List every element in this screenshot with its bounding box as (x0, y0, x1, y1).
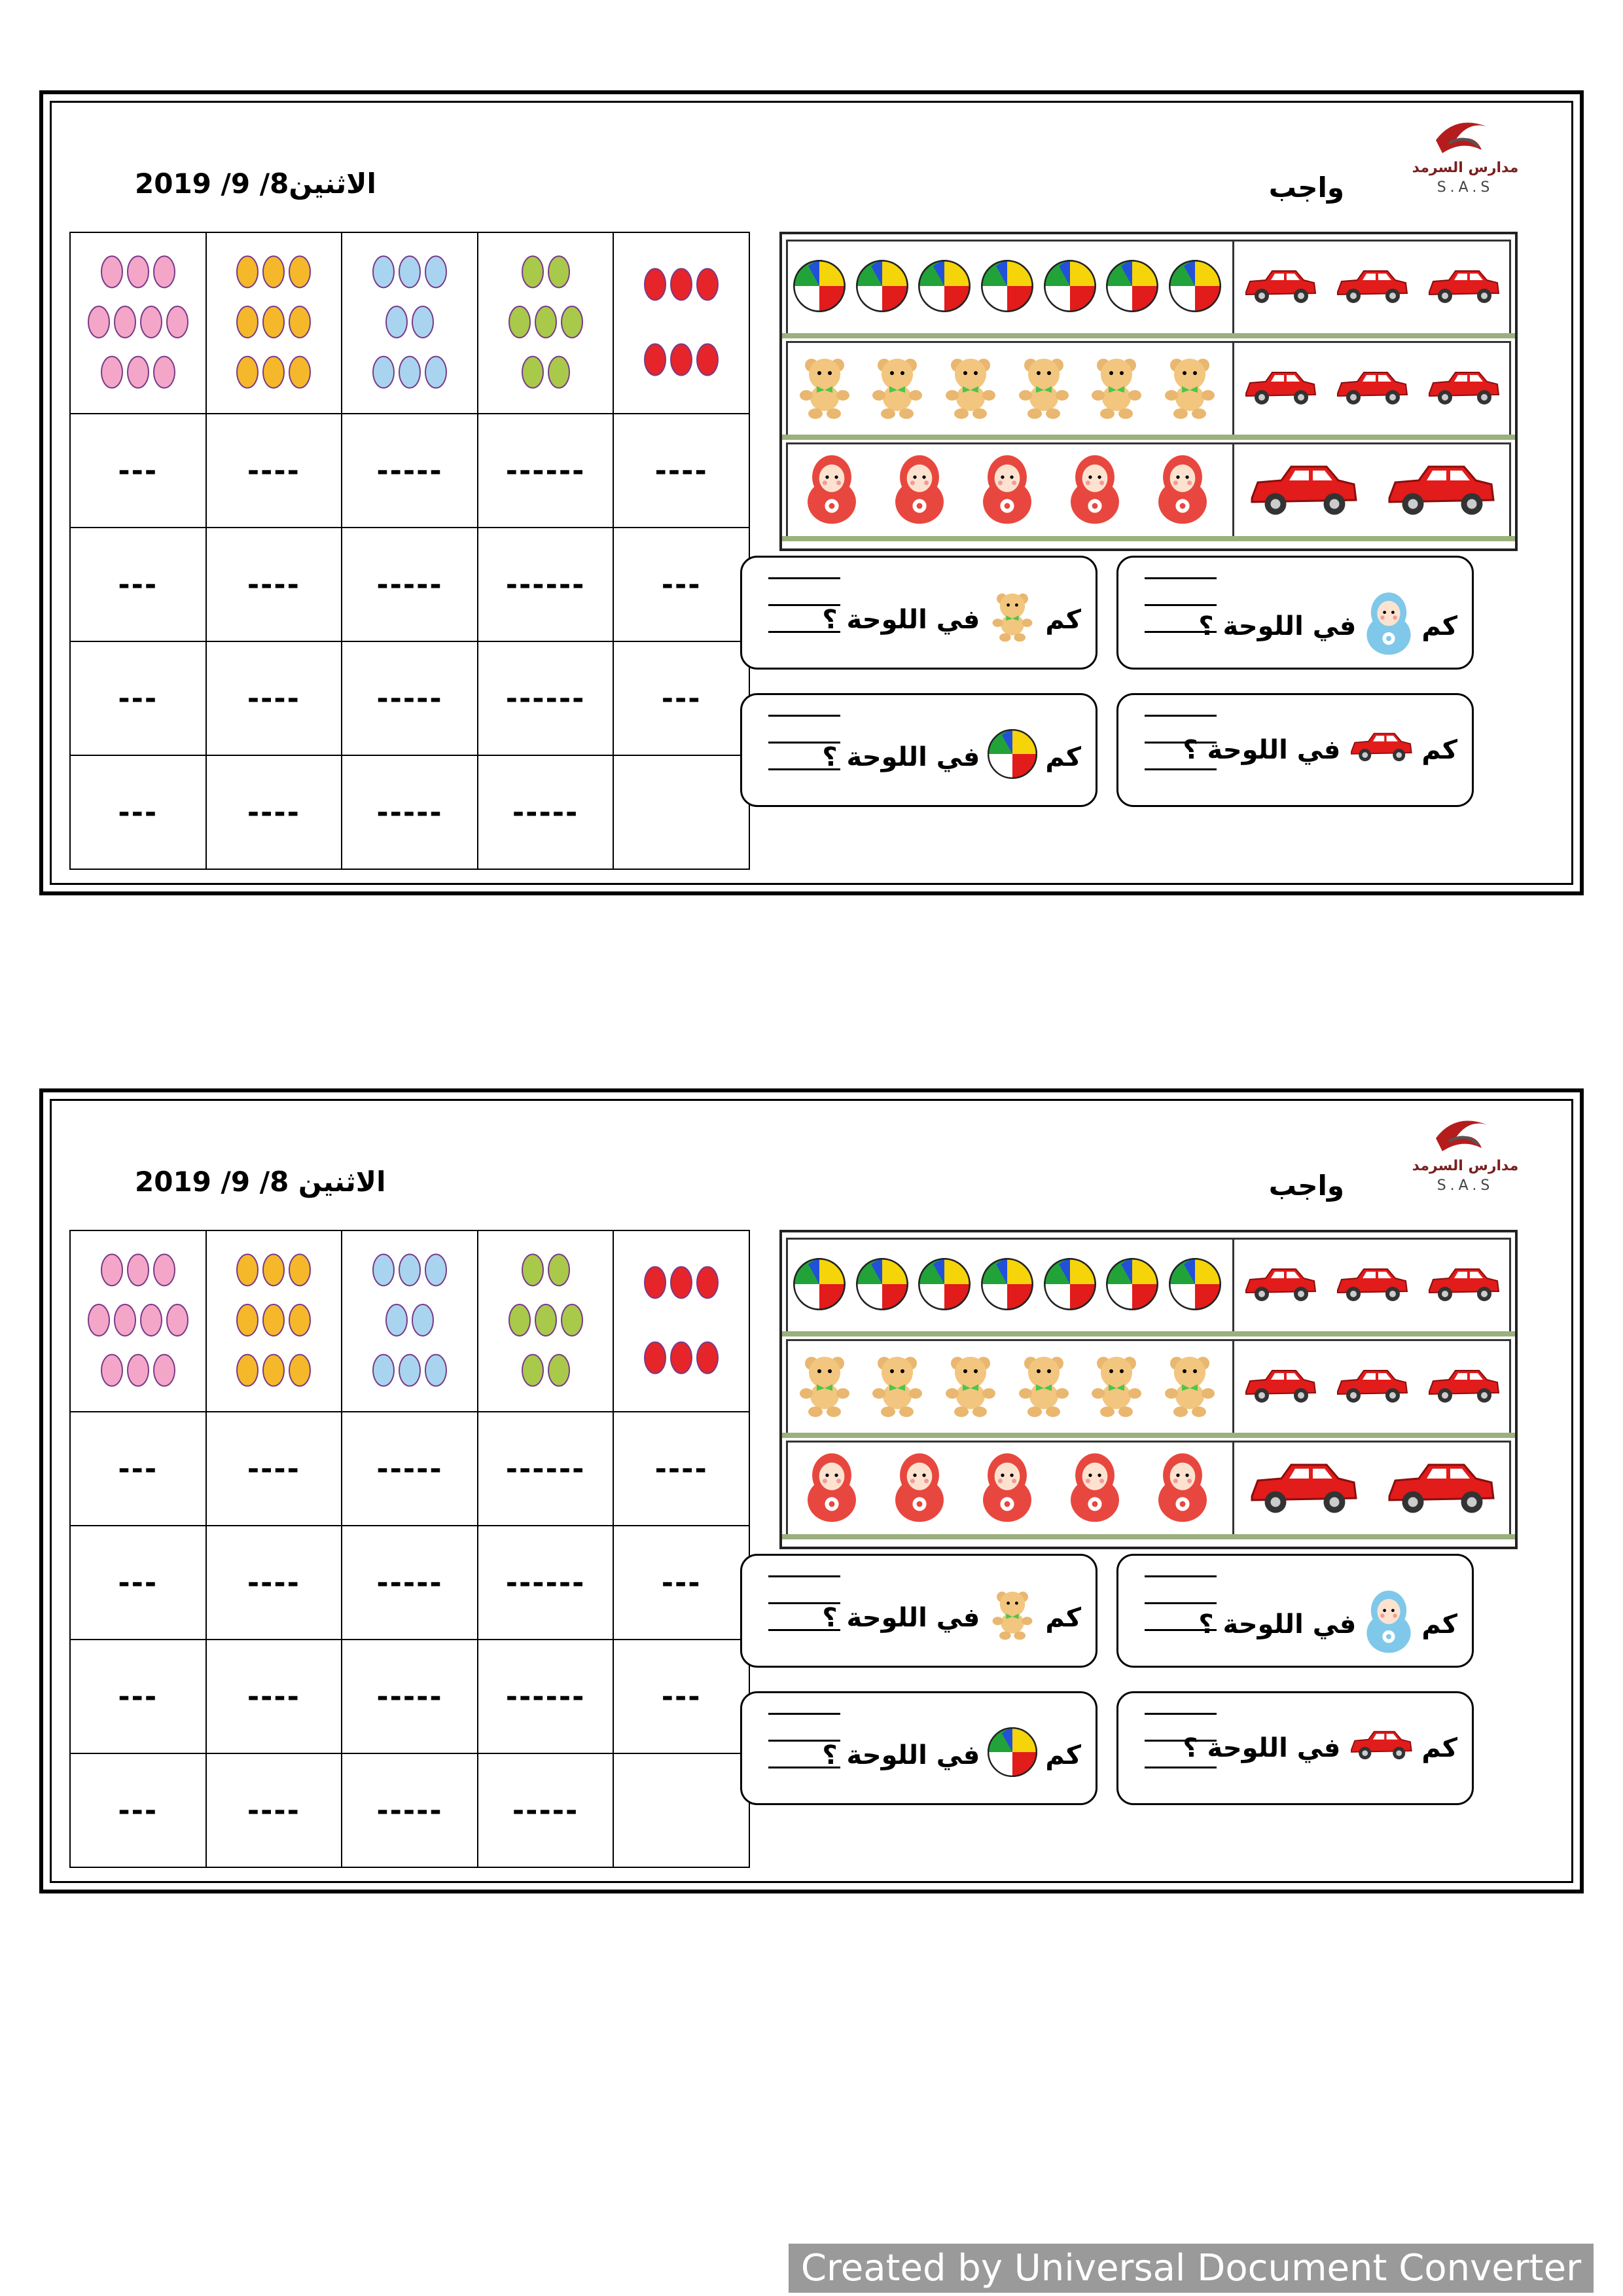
dot-group-cell (478, 232, 614, 414)
logo-emblem (1429, 114, 1495, 160)
homework-title: واجب (1268, 1170, 1344, 1202)
answer-blank[interactable]: ---- (206, 414, 342, 528)
teddy-bear-icon (792, 355, 857, 423)
answer-blank[interactable]: ---- (206, 755, 342, 869)
worksheet (39, 1088, 1584, 1893)
teddy-bear-icon (986, 590, 1039, 649)
question-box (740, 556, 1097, 670)
ball-icon (1168, 1257, 1222, 1314)
counting-dot (373, 1354, 394, 1386)
counting-dot (167, 1304, 188, 1336)
question-box (740, 693, 1097, 807)
counting-dot (645, 1342, 666, 1373)
counting-dot (425, 256, 446, 287)
teddy-bear-icon (792, 1353, 857, 1421)
car-icon (1241, 366, 1319, 412)
toy-board (779, 1230, 1518, 1549)
question-suffix: في اللوحة ؟ (1183, 734, 1341, 765)
counting-dot (141, 1304, 162, 1336)
question-box (1116, 1691, 1474, 1805)
question-prefix: كم (1421, 1609, 1457, 1640)
counting-dot (386, 1304, 407, 1336)
counting-dot (671, 1266, 692, 1298)
converter-watermark: Created by Universal Document Converter (789, 2244, 1594, 2293)
dot-group-cell (342, 232, 478, 414)
answer-blank[interactable]: ------ (478, 414, 614, 528)
counting-dot (535, 1304, 556, 1336)
counting-dot (154, 1354, 175, 1386)
question-box (1116, 693, 1474, 807)
question-prefix: كم (1421, 611, 1457, 641)
answer-blank[interactable]: --- (70, 1526, 206, 1640)
car-icon (1332, 1263, 1411, 1308)
answer-blank[interactable]: ---- (613, 1412, 749, 1526)
question-prefix: كم (1045, 1603, 1081, 1633)
question-prefix: كم (1421, 734, 1457, 765)
answer-blank[interactable]: ----- (342, 1640, 478, 1753)
counting-dot (289, 256, 310, 287)
answer-blank[interactable]: ---- (613, 414, 749, 528)
answer-blank[interactable]: --- (70, 1753, 206, 1867)
counting-dot (373, 356, 394, 387)
ball-icon (1168, 259, 1222, 316)
dot-group-cell (613, 1230, 749, 1412)
counting-table (69, 232, 750, 870)
counting-dot (237, 306, 258, 338)
logo-emblem (1429, 1112, 1495, 1158)
answer-lines[interactable] (768, 1575, 840, 1656)
nesting-doll-icon (978, 453, 1036, 528)
teddy-bear-icon (1011, 355, 1077, 423)
counting-dot (425, 1354, 446, 1386)
teddy-bear-icon (938, 1353, 1003, 1421)
answer-blank[interactable]: ----- (342, 641, 478, 755)
counting-dot (399, 1254, 420, 1285)
question-prefix: كم (1045, 742, 1081, 772)
answer-row (70, 414, 749, 528)
counting-dot (154, 256, 175, 287)
counting-dot (425, 1254, 446, 1285)
nesting-doll-icon (1154, 453, 1211, 528)
answer-blank[interactable]: --- (70, 1640, 206, 1753)
answer-blank[interactable]: ---- (206, 1753, 342, 1867)
question-prefix: كم (1045, 1740, 1081, 1770)
counting-dot (671, 344, 692, 375)
ball-icon (1105, 1257, 1160, 1314)
counting-dot (697, 344, 718, 375)
counting-dot (697, 1266, 718, 1298)
answer-lines[interactable] (1145, 715, 1217, 795)
dot-group-cell (206, 232, 342, 414)
answer-row (70, 755, 749, 869)
answer-row (70, 1640, 749, 1753)
counting-dot (373, 1254, 394, 1285)
counting-dot (237, 1304, 258, 1336)
counting-dot (522, 1254, 543, 1285)
car-icon (1424, 1364, 1503, 1410)
worksheet (39, 90, 1584, 895)
question-suffix: في اللوحة ؟ (822, 1603, 980, 1633)
question-suffix: في اللوحة ؟ (1183, 1732, 1341, 1763)
answer-blank[interactable]: ------ (478, 1640, 614, 1753)
question-box (1116, 556, 1474, 670)
car-icon (1241, 1364, 1319, 1410)
teddy-bear-icon (865, 355, 930, 423)
dot-group-cell (70, 1230, 206, 1412)
counting-dot (263, 256, 284, 287)
counting-dot (548, 256, 569, 287)
counting-dot (154, 356, 175, 387)
answer-blank[interactable]: --- (70, 528, 206, 641)
answer-blank[interactable]: --- (613, 528, 749, 641)
answer-lines[interactable] (1145, 1713, 1217, 1793)
counting-dot (167, 306, 188, 338)
toy-shelf-row (786, 442, 1511, 538)
answer-blank[interactable]: ----- (342, 528, 478, 641)
car-icon (1382, 1455, 1499, 1522)
counting-dot (289, 1254, 310, 1285)
counting-dot (289, 1304, 310, 1336)
counting-dot (412, 1304, 433, 1336)
answer-lines[interactable] (1145, 1575, 1217, 1656)
counting-dot (697, 1342, 718, 1373)
answer-blank[interactable]: ---- (206, 1526, 342, 1640)
car-icon (1424, 366, 1503, 412)
toy-shelf-row (786, 1238, 1511, 1333)
answer-lines[interactable] (1145, 577, 1217, 658)
toy-shelf-row (786, 240, 1511, 335)
dot-group-cell (342, 1230, 478, 1412)
teddy-bear-icon (1084, 355, 1149, 423)
logo-latin-text: S.A.S (1436, 1177, 1494, 1194)
answer-blank[interactable]: ---- (206, 641, 342, 755)
ball-icon (1043, 1257, 1097, 1314)
counting-dot (115, 1304, 135, 1336)
teddy-bear-icon (938, 355, 1003, 423)
nesting-doll-icon (803, 1451, 861, 1526)
counting-dot (263, 1254, 284, 1285)
car-icon (1424, 264, 1503, 310)
answer-blank[interactable] (613, 755, 749, 869)
counting-dot (509, 306, 530, 338)
car-icon (1241, 264, 1319, 310)
counting-dot (535, 306, 556, 338)
counting-dot (548, 1354, 569, 1386)
answer-blank[interactable]: ----- (478, 1753, 614, 1867)
ball-icon (980, 1257, 1035, 1314)
counting-table (69, 1230, 750, 1868)
counting-dot (425, 356, 446, 387)
counting-dot (101, 1254, 122, 1285)
counting-dot (509, 1304, 530, 1336)
ball-icon (855, 259, 910, 316)
ball-icon (980, 259, 1035, 316)
answer-blank[interactable]: ----- (342, 1526, 478, 1640)
nesting-doll-icon (803, 453, 861, 528)
answer-blank[interactable]: --- (613, 641, 749, 755)
counting-dot (645, 344, 666, 375)
counting-dot (399, 256, 420, 287)
ball-icon (792, 1257, 847, 1314)
nesting-doll-icon (1363, 1588, 1415, 1660)
car-icon (1244, 457, 1362, 524)
nesting-doll-icon (1154, 1451, 1211, 1526)
car-icon (1347, 728, 1415, 772)
question-box (740, 1554, 1097, 1668)
counting-dot (399, 356, 420, 387)
answer-blank[interactable]: ---- (206, 1640, 342, 1753)
counting-dot (101, 356, 122, 387)
counting-dot (645, 268, 666, 300)
answer-lines[interactable] (768, 577, 840, 658)
question-suffix: في اللوحة ؟ (822, 742, 980, 772)
nesting-doll-icon (1066, 1451, 1124, 1526)
counting-dot (128, 1254, 149, 1285)
logo-arabic-text: مدارس السرمد (1412, 160, 1519, 176)
question-suffix: في اللوحة ؟ (822, 1740, 980, 1770)
ball-icon (1105, 259, 1160, 316)
counting-dot (263, 1304, 284, 1336)
counting-dot (289, 1354, 310, 1386)
counting-dot (386, 306, 407, 338)
answer-blank[interactable]: ------ (478, 641, 614, 755)
question-suffix: في اللوحة ؟ (1198, 1609, 1357, 1640)
counting-dot (263, 356, 284, 387)
counting-dot (522, 356, 543, 387)
answer-blank[interactable]: ------ (478, 528, 614, 641)
answer-blank[interactable]: --- (70, 755, 206, 869)
school-logo (1403, 1112, 1527, 1194)
counting-dot (289, 306, 310, 338)
car-icon (1332, 366, 1411, 412)
answer-blank[interactable]: --- (70, 641, 206, 755)
answer-blank[interactable]: ----- (342, 414, 478, 528)
counting-dot (399, 1354, 420, 1386)
counting-dot (237, 1354, 258, 1386)
counting-dot (154, 1254, 175, 1285)
answer-blank[interactable]: --- (70, 1412, 206, 1526)
question-prefix: كم (1045, 605, 1081, 635)
question-box (740, 1691, 1097, 1805)
counting-dot (522, 256, 543, 287)
counting-dot (263, 1354, 284, 1386)
answer-blank[interactable]: ---- (206, 528, 342, 641)
ball-icon (792, 259, 847, 316)
answer-row (70, 1412, 749, 1526)
toy-board (779, 232, 1518, 551)
answer-row (70, 1753, 749, 1867)
question-prefix: كم (1421, 1732, 1457, 1763)
nesting-doll-icon (1363, 590, 1415, 662)
dot-group-cell (613, 232, 749, 414)
car-icon (1347, 1726, 1415, 1770)
counting-dot (412, 306, 433, 338)
question-suffix: في اللوحة ؟ (1198, 611, 1357, 641)
answer-row (70, 1526, 749, 1640)
answer-blank[interactable]: ----- (478, 755, 614, 869)
counting-dot (237, 256, 258, 287)
nesting-doll-icon (978, 1451, 1036, 1526)
teddy-bear-icon (1084, 1353, 1149, 1421)
ball-icon (855, 1257, 910, 1314)
nesting-doll-icon (1066, 453, 1124, 528)
car-icon (1424, 1263, 1503, 1308)
answer-blank[interactable]: ----- (342, 755, 478, 869)
question-suffix: في اللوحة ؟ (822, 605, 980, 635)
counting-dot (128, 1354, 149, 1386)
ball-icon (917, 259, 972, 316)
car-icon (1332, 264, 1411, 310)
counting-dot (562, 1304, 582, 1336)
teddy-bear-icon (865, 1353, 930, 1421)
counting-dot (562, 306, 582, 338)
counting-dot (115, 306, 135, 338)
toy-shelf-row (786, 1441, 1511, 1536)
car-icon (1241, 1263, 1319, 1308)
teddy-bear-icon (1011, 1353, 1077, 1421)
answer-row (70, 528, 749, 641)
logo-arabic-text: مدارس السرمد (1412, 1158, 1519, 1174)
counting-dot (237, 1254, 258, 1285)
toy-shelf-row (786, 341, 1511, 437)
counting-dot (101, 1354, 122, 1386)
counting-dot (697, 268, 718, 300)
counting-dot (128, 356, 149, 387)
logo-latin-text: S.A.S (1436, 179, 1494, 196)
counting-dot (522, 1354, 543, 1386)
counting-dot (548, 1254, 569, 1285)
counting-dot (101, 256, 122, 287)
answer-lines[interactable] (768, 1713, 840, 1793)
teddy-bear-icon (1157, 355, 1222, 423)
counting-dot (671, 1342, 692, 1373)
homework-title: واجب (1268, 171, 1344, 204)
answer-blank[interactable]: --- (613, 1526, 749, 1640)
counting-dot (548, 356, 569, 387)
answer-row (70, 641, 749, 755)
counting-dot (645, 1266, 666, 1298)
ball-icon (917, 1257, 972, 1314)
counting-dot (128, 256, 149, 287)
counting-dot (289, 356, 310, 387)
answer-blank[interactable]: ------ (478, 1412, 614, 1526)
counting-dot (373, 256, 394, 287)
nesting-doll-icon (891, 453, 948, 528)
answer-blank[interactable] (613, 1753, 749, 1867)
counting-dot (88, 306, 109, 338)
dot-group-cell (70, 232, 206, 414)
answer-blank[interactable]: ----- (342, 1753, 478, 1867)
ball-icon (986, 1726, 1039, 1785)
answer-blank[interactable]: ------ (478, 1526, 614, 1640)
counting-dot (263, 306, 284, 338)
toy-shelf-row (786, 1339, 1511, 1435)
answer-blank[interactable]: --- (70, 414, 206, 528)
car-icon (1332, 1364, 1411, 1410)
counting-dot (141, 306, 162, 338)
dot-group-cell (206, 1230, 342, 1412)
dot-group-cell (478, 1230, 614, 1412)
counting-dot (237, 356, 258, 387)
counting-dot (671, 268, 692, 300)
date-text: الاثنين8/ 9/ 2019 (135, 168, 376, 200)
counting-dot (88, 1304, 109, 1336)
date-text: الاثنين 8/ 9/ 2019 (135, 1166, 386, 1198)
question-box (1116, 1554, 1474, 1668)
ball-icon (1043, 259, 1097, 316)
school-logo (1403, 114, 1527, 196)
answer-blank[interactable]: --- (613, 1640, 749, 1753)
nesting-doll-icon (891, 1451, 948, 1526)
answer-lines[interactable] (768, 715, 840, 795)
teddy-bear-icon (1157, 1353, 1222, 1421)
answer-blank[interactable]: ---- (206, 1412, 342, 1526)
car-icon (1382, 457, 1499, 524)
ball-icon (986, 728, 1039, 787)
answer-blank[interactable]: ----- (342, 1412, 478, 1526)
car-icon (1244, 1455, 1362, 1522)
teddy-bear-icon (986, 1588, 1039, 1647)
